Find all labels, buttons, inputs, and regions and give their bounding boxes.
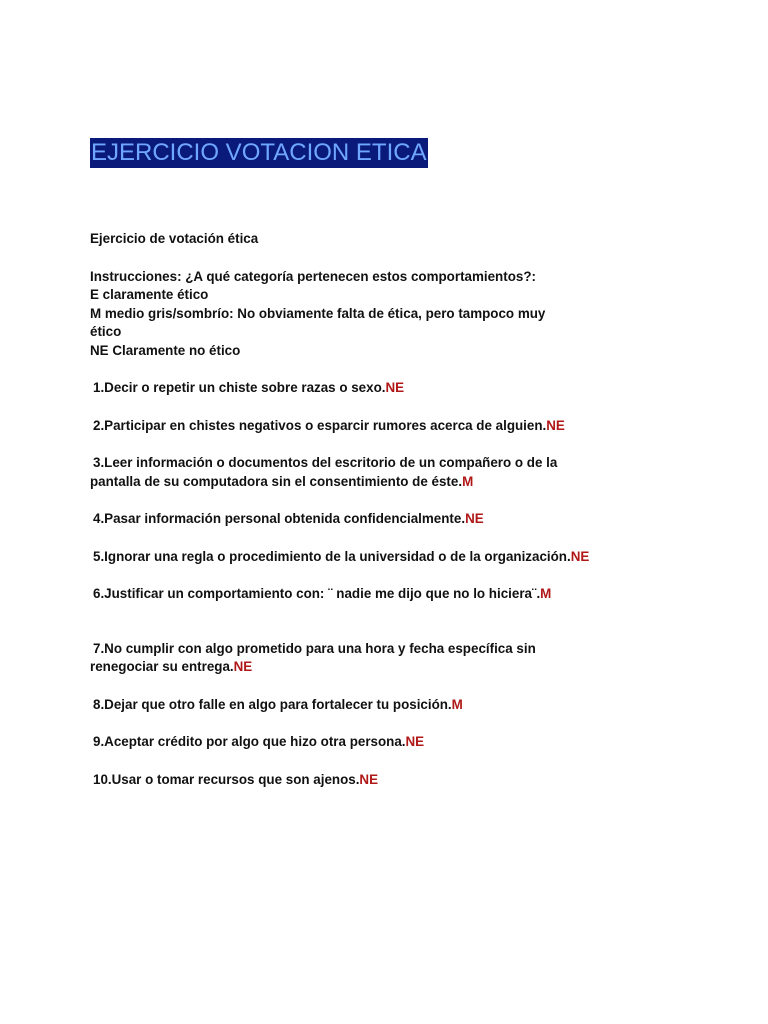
list-item-3: [90, 454, 620, 491]
list-item-2: [90, 417, 620, 436]
item-text-line-1: 7.No cumplir con algo prometido para una hora y fecha específica sin: [93, 640, 536, 656]
list-item-7: [90, 640, 620, 677]
item-text: 6.Justificar un comportamiento con: ¨ nadie me dijo que no lo hiciera¨.: [93, 586, 541, 601]
item-answer: M: [451, 696, 463, 712]
item-text-line-2: pantalla de su computadora sin el consentimiento de éste.: [90, 473, 463, 489]
item-text-line-2: renegociar su entrega.: [90, 659, 234, 674]
item-answer: M: [540, 586, 552, 601]
item-answer: M: [462, 473, 474, 489]
item-answer: NE: [546, 417, 565, 433]
item-text: 2.Participar en chistes negativos o esparcir rumores acerca de alguien.: [93, 417, 547, 433]
list-item-6: [90, 585, 620, 604]
instructions-line-4: ético: [90, 324, 122, 339]
item-answer: NE: [233, 659, 253, 674]
instructions-line-5: NE Claramente no ético: [90, 342, 241, 358]
list-item-10: [90, 771, 620, 790]
item-answer: NE: [359, 771, 379, 787]
document-body: [90, 230, 620, 789]
subtitle: Ejercicio de votación ética: [90, 231, 259, 246]
item-answer: NE: [465, 511, 484, 526]
item-text: 10.Usar o tomar recursos que son ajenos.: [93, 771, 360, 787]
item-text: 1.Decir o repetir un chiste sobre razas o sexo.: [93, 380, 386, 395]
instructions-line-3: M medio gris/sombrío: No obviamente falta de ética, pero tampoco muy: [90, 305, 546, 321]
list-item-9: [90, 733, 620, 752]
item-text-line-1: 3.Leer información o documentos del escritorio de un compañero o de la: [93, 455, 558, 470]
list-item-5: [90, 548, 620, 567]
item-text: 5.Ignorar una regla o procedimiento de la universidad o de la organización.: [93, 548, 571, 564]
item-text: 8.Dejar que otro falle en algo para fortalecer tu posición.: [93, 696, 452, 712]
item-answer: NE: [405, 734, 425, 749]
page-title: EJERCICIO VOTACION ETICA: [91, 139, 427, 166]
item-answer: NE: [570, 548, 590, 564]
item-answer: NE: [385, 380, 405, 395]
list-item-8: [90, 696, 620, 715]
instructions-line-2: E claramente ético: [90, 287, 209, 302]
instructions-line-1: Instrucciones: ¿A qué categoría pertenecen estos comportamientos?:: [90, 268, 536, 284]
list-item-4: [90, 510, 620, 529]
item-text: 4.Pasar información personal obtenida confidencialmente.: [93, 511, 466, 526]
item-text: 9.Aceptar crédito por algo que hizo otra persona.: [93, 734, 406, 749]
list-item-1: [90, 379, 620, 398]
